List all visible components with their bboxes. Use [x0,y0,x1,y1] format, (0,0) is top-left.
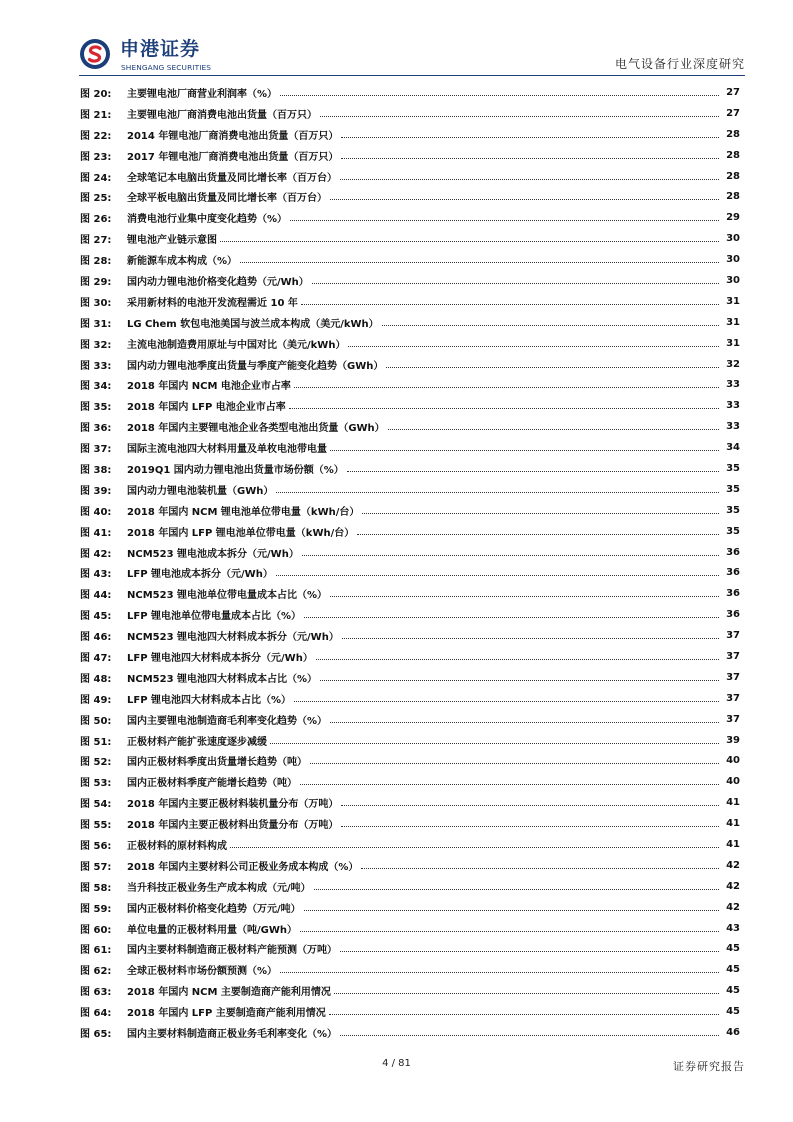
toc-row[interactable] [80,249,740,270]
figure-number: 图 27: [80,235,112,247]
toc-row[interactable] [80,939,740,960]
toc-row[interactable] [80,583,740,604]
figure-page-number: 31 [726,295,740,307]
brand-name-en: SHENGANG SECURITIES [121,63,212,72]
toc-row[interactable] [80,918,740,939]
figure-page-number: 41 [726,839,740,850]
toc-row[interactable] [80,855,740,876]
figure-title: 2019Q1 国内动力锂电池出货量市场份额（%） [127,464,344,476]
dot-leader [240,262,719,263]
figure-title: 新能源车成本构成（%） [127,256,238,268]
page-header [0,0,793,80]
toc-row[interactable] [80,667,740,688]
dot-leader [341,158,719,159]
figure-number: 图 48: [80,673,112,685]
figure-title: 2018 年国内主要材料公司正极业务成本构成（%） [127,861,359,873]
toc-row[interactable] [80,625,740,646]
figure-number: 图 57: [80,861,112,873]
dot-leader [280,972,719,973]
dot-leader [316,659,719,660]
toc-row[interactable] [80,207,740,228]
figure-number: 图 49: [80,694,112,706]
figure-title: 2018 年国内 NCM 锂电池单位带电量（kWh/台） [127,506,360,518]
figure-title: 2018 年国内 LFP 锂电池单位带电量（kWh/台） [127,527,355,539]
figure-title: 2018 年国内 LFP 主要制造商产能利用情况 [127,1008,326,1020]
dot-leader [388,429,719,430]
figure-title: LFP 锂电池四大材料成本占比（%） [127,694,292,706]
figure-page-number: 43 [726,922,740,934]
figure-page-number: 36 [726,546,740,558]
dot-leader [301,304,719,305]
figure-number: 图 61: [80,945,112,957]
figure-title: LFP 锂电池单位带电量成本占比（%） [127,611,302,623]
dot-leader [289,408,719,409]
figure-page-number: 28 [726,128,740,140]
dot-leader [340,179,719,180]
dot-leader [357,534,719,535]
dot-leader [382,325,719,326]
figure-number: 图 52: [80,757,112,769]
figure-page-number: 30 [726,274,740,286]
figure-page-number: 41 [726,797,740,809]
figure-title: 当升科技正极业务生产成本构成（元/吨） [127,882,311,894]
toc-row[interactable] [80,416,740,437]
toc-row[interactable] [80,562,740,583]
figure-title: 国内主要材料制造商正极业务毛利率变化（%） [127,1029,338,1041]
toc-row[interactable] [80,145,740,166]
figure-page-number: 34 [726,442,740,454]
figure-page-number: 45 [726,943,740,955]
figure-number: 图 65: [80,1029,112,1041]
toc-row[interactable] [80,354,740,375]
figure-page-number: 42 [726,901,740,913]
figure-title: 主要锂电池厂商消费电池出货量（百万只） [127,109,317,121]
figure-number: 图 58: [80,882,112,894]
report-type: 电气设备行业深度研究 [614,57,745,71]
figure-page-number: 31 [726,316,740,328]
figure-title: 2018 年国内 LFP 电池企业市占率 [127,402,286,414]
figure-title: 锂电池产业链示意图 [127,235,217,247]
toc-row[interactable] [80,374,740,395]
toc-row[interactable] [80,500,740,521]
dot-leader [280,95,719,96]
figure-page-number: 33 [726,379,740,391]
figure-page-number: 30 [726,254,740,266]
figure-page-number: 30 [726,233,740,245]
figure-title: 国内主要锂电池制造商毛利率变化趋势（%） [127,715,328,727]
figure-title: 2017 年锂电池厂商消费电池出货量（百万只） [127,151,339,163]
figure-title: 国内正极材料季度出货量增长趋势（吨） [127,757,307,769]
figure-number: 图 26: [80,214,112,226]
figure-number: 图 62: [80,966,112,978]
dot-leader [294,701,719,702]
toc-row[interactable] [80,876,740,897]
figure-title: LG Chem 软包电池美国与波兰成本构成（美元/kWh） [127,318,379,330]
toc-row[interactable] [80,604,740,625]
figure-page-number: 29 [726,212,740,224]
figure-number: 图 39: [80,485,112,497]
dot-leader [304,910,719,911]
figure-title: 2018 年国内 NCM 主要制造商产能利用情况 [127,987,331,999]
dot-leader [300,784,719,785]
dot-leader [361,868,719,869]
dot-leader [300,931,719,932]
dot-leader [320,116,719,117]
figure-title: LFP 锂电池四大材料成本拆分（元/Wh） [127,652,313,664]
toc-row[interactable] [80,124,740,145]
figure-number: 图 22: [80,130,112,142]
figure-title: 国际主流电池四大材料用量及单枚电池带电量 [127,444,327,456]
toc-row[interactable] [80,479,740,500]
figure-number: 图 43: [80,569,112,581]
toc-row[interactable] [80,521,740,542]
toc-row[interactable] [80,751,740,772]
figure-number: 图 36: [80,423,112,435]
figure-number: 图 32: [80,339,112,351]
figure-page-number: 36 [726,567,740,579]
figure-number: 图 64: [80,1008,112,1020]
dot-leader [330,722,719,723]
figure-number: 图 46: [80,632,112,644]
figure-page-number: 45 [726,964,740,976]
figure-title: 全球笔记本电脑出货量及同比增长率（百万台） [127,172,337,184]
figure-number: 图 54: [80,799,112,811]
figure-number: 图 30: [80,297,112,309]
figure-page-number: 28 [726,170,740,182]
dot-leader [270,743,719,744]
header-divider [79,75,745,76]
dot-leader [329,1014,719,1015]
dot-leader [340,951,719,952]
dot-leader [290,220,719,221]
figure-number: 图 24: [80,172,112,184]
dot-leader [302,555,719,556]
figure-title: 2018 年国内主要锂电池企业各类型电池出货量（GWh） [127,423,385,435]
figure-page-number: 35 [726,462,740,474]
dot-leader [312,283,719,284]
figure-page-number: 28 [726,149,740,161]
figure-page-number: 39 [726,734,740,746]
figure-number: 图 21: [80,109,112,121]
figure-page-number: 33 [726,421,740,433]
figure-number: 图 42: [80,548,112,560]
figure-page-number: 37 [726,671,740,683]
toc-row[interactable] [80,646,740,667]
figure-page-number: 37 [726,692,740,704]
figure-number: 图 31: [80,318,112,330]
figure-page-number: 35 [726,483,740,495]
footer-label: 证券研究报告 [673,1060,745,1073]
toc-row[interactable] [80,228,740,249]
figure-page-number: 37 [726,650,740,662]
dot-leader [310,763,719,764]
figure-title: 主流电池制造费用原址与中国对比（美元/kWh） [127,339,346,351]
figure-index [80,82,740,1043]
figure-number: 图 56: [80,841,112,852]
toc-row[interactable] [80,730,740,751]
dot-leader [347,471,719,472]
figure-page-number: 31 [726,337,740,349]
figure-page-number: 28 [726,191,740,203]
figure-title: LFP 锂电池成本拆分（元/Wh） [127,569,273,581]
toc-row[interactable] [80,312,740,333]
figure-title: 国内动力锂电池装机量（GWh） [127,485,274,497]
figure-number: 图 50: [80,715,112,727]
figure-page-number: 35 [726,504,740,516]
figure-title: 全球平板电脑出货量及同比增长率（百万台） [127,193,327,205]
figure-number: 图 47: [80,652,112,664]
figure-number: 图 35: [80,402,112,414]
figure-title: 正极材料的原材料构成 [127,841,227,852]
dot-leader [341,805,719,806]
figure-page-number: 42 [726,859,740,871]
dot-leader [330,596,719,597]
toc-row[interactable] [80,1001,740,1022]
figure-number: 图 51: [80,736,112,748]
page-number: 4 / 81 [382,1058,411,1069]
figure-number: 图 59: [80,903,112,915]
shengang-logo-icon [79,38,111,70]
figure-page-number: 33 [726,400,740,412]
figure-number: 图 63: [80,987,112,999]
figure-page-number: 36 [726,609,740,621]
figure-number: 图 29: [80,276,112,288]
toc-row[interactable] [80,897,740,918]
toc-row[interactable] [80,166,740,187]
figure-title: 国内主要材料制造商正极材料产能预测（万吨） [127,945,337,957]
toc-row[interactable] [80,792,740,813]
toc-row[interactable] [80,82,740,103]
dot-leader [294,387,719,388]
figure-page-number: 45 [726,1006,740,1018]
figure-page-number: 32 [726,358,740,370]
figure-number: 图 37: [80,444,112,456]
toc-row[interactable] [80,186,740,207]
toc-row[interactable] [80,103,740,124]
figure-number: 图 28: [80,256,112,268]
dot-leader [334,993,719,994]
figure-title: 2018 年国内主要正极材料装机量分布（万吨） [127,799,339,811]
figure-title: 主要锂电池厂商营业利润率（%） [127,88,278,100]
figure-page-number: 42 [726,880,740,892]
figure-title: 单位电量的正极材料用量（吨/GWh） [127,924,298,936]
dot-leader [330,199,719,200]
toc-row[interactable] [80,771,740,792]
toc-row[interactable] [80,437,740,458]
toc-row[interactable] [80,1022,740,1043]
brand-name-cn: 申港证券 [120,38,201,60]
dot-leader [320,680,719,681]
figure-title: 2018 年国内 NCM 电池企业市占率 [127,381,291,393]
figure-page-number: 41 [726,818,740,830]
dot-leader [304,617,719,618]
toc-row[interactable] [80,395,740,416]
figure-page-number: 40 [726,776,740,788]
dot-leader [220,241,719,242]
toc-row[interactable] [80,688,740,709]
figure-number: 图 20: [80,88,112,100]
figure-number: 图 25: [80,193,112,205]
figure-title: 国内动力锂电池价格变化趋势（元/Wh） [127,276,309,288]
figure-number: 图 41: [80,527,112,539]
figure-title: 国内正极材料季度产能增长趋势（吨） [127,778,297,790]
dot-leader [341,137,719,138]
dot-leader [342,638,719,639]
dot-leader [314,889,719,890]
figure-page-number: 45 [726,985,740,997]
figure-number: 图 53: [80,778,112,790]
figure-page-number: 35 [726,525,740,537]
dot-leader [276,575,719,576]
dot-leader [340,1035,719,1036]
figure-page-number: 37 [726,630,740,642]
figure-number: 图 34: [80,381,112,393]
dot-leader [341,826,719,827]
toc-row[interactable] [80,270,740,291]
toc-row[interactable] [80,542,740,563]
toc-row[interactable] [80,813,740,834]
figure-page-number: 40 [726,755,740,767]
figure-page-number: 46 [726,1027,740,1039]
dot-leader [330,450,719,451]
figure-title: NCM523 锂电池单位带电量成本占比（%） [127,590,328,602]
dot-leader [276,492,719,493]
figure-number: 图 23: [80,151,112,163]
toc-row[interactable] [80,834,740,855]
figure-title: 国内动力锂电池季度出货量与季度产能变化趋势（GWh） [127,360,384,372]
figure-title: NCM523 锂电池成本拆分（元/Wh） [127,548,299,560]
figure-number: 图 60: [80,924,112,936]
figure-number: 图 33: [80,360,112,372]
toc-row[interactable] [80,333,740,354]
figure-title: NCM523 锂电池四大材料成本占比（%） [127,673,318,685]
toc-row[interactable] [80,709,740,730]
dot-leader [230,847,719,848]
figure-page-number: 27 [726,107,740,119]
figure-title: 采用新材料的电池开发流程需近 10 年 [127,297,298,309]
toc-row[interactable] [80,959,740,980]
figure-title: 全球正极材料市场份额预测（%） [127,966,278,978]
toc-row[interactable] [80,458,740,479]
figure-number: 图 38: [80,464,112,476]
figure-title: 国内正极材料价格变化趋势（万元/吨） [127,903,301,915]
figure-title: 消费电池行业集中度变化趋势（%） [127,214,288,226]
figure-number: 图 44: [80,590,112,602]
toc-row[interactable] [80,980,740,1001]
dot-leader [348,346,719,347]
figure-page-number: 37 [726,713,740,725]
figure-title: NCM523 锂电池四大材料成本拆分（元/Wh） [127,632,339,644]
dot-leader [386,367,719,368]
figure-title: 正极材料产能扩张速度逐步减缓 [127,736,267,748]
figure-number: 图 40: [80,506,112,518]
dot-leader [362,513,719,514]
figure-number: 图 55: [80,820,112,832]
figure-page-number: 36 [726,588,740,600]
figure-page-number: 27 [726,86,740,98]
figure-title: 2014 年锂电池厂商消费电池出货量（百万只） [127,130,339,142]
figure-number: 图 45: [80,611,112,623]
toc-row[interactable] [80,291,740,312]
figure-title: 2018 年国内主要正极材料出货量分布（万吨） [127,820,339,832]
